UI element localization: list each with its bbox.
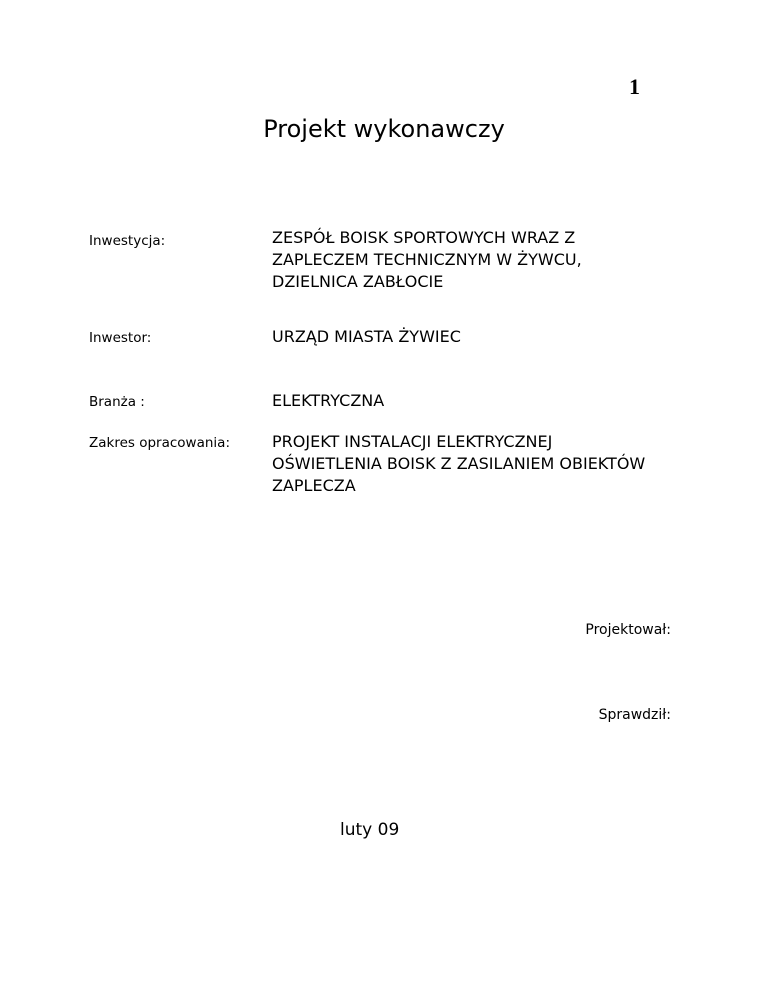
field-label-branch: Branża : <box>89 394 145 410</box>
field-value-line: PROJEKT INSTALACJI ELEKTRYCZNEJ <box>272 432 553 451</box>
field-value-line: ZAPLECZEM TECHNICZNYM W ŻYWCU, <box>272 250 582 269</box>
document-title-text: Projekt wykonawczy <box>263 115 505 143</box>
page-number: 1 <box>629 74 640 99</box>
field-value-line: URZĄD MIASTA ŻYWIEC <box>272 327 461 346</box>
field-label-investor: Inwestor: <box>89 330 152 346</box>
field-value-line: ZAPLECZA <box>272 476 356 495</box>
checked-by-label: Sprawdził: <box>598 707 671 723</box>
field-value-line: DZIELNICA ZABŁOCIE <box>272 272 444 291</box>
designed-by-label: Projektował: <box>585 622 671 638</box>
document-title <box>0 114 768 144</box>
field-value-line: OŚWIETLENIA BOISK Z ZASILANIEM OBIEKTÓW <box>272 454 646 473</box>
field-value-investment <box>272 227 692 293</box>
field-value-line: ELEKTRYCZNA <box>272 391 385 410</box>
field-label-investment: Inwestycja: <box>89 233 166 249</box>
field-value-line: ZESPÓŁ BOISK SPORTOWYCH WRAZ Z <box>272 228 576 247</box>
field-label-scope: Zakres opracowania: <box>89 435 230 451</box>
field-value-branch <box>272 390 692 412</box>
document-date: luty 09 <box>340 820 400 840</box>
field-value-scope <box>272 431 692 497</box>
field-value-investor <box>272 326 692 348</box>
